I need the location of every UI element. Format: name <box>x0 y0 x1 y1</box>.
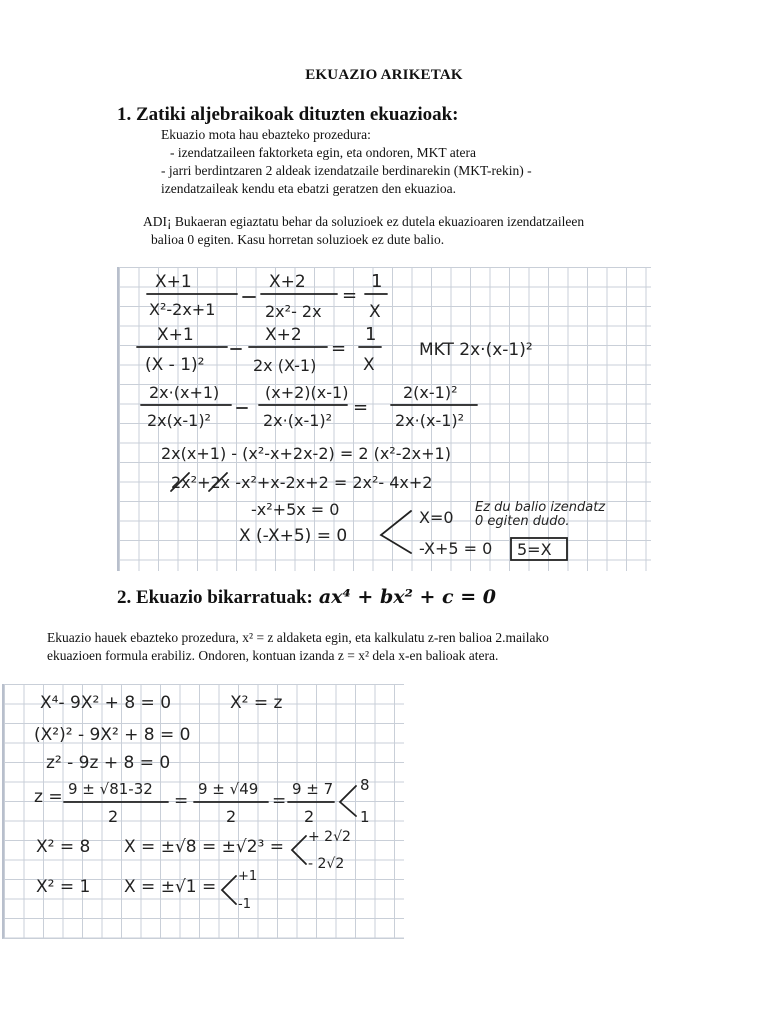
biquadratic-formula: ax⁴ + bx² + c = 0 <box>318 586 496 608</box>
procedure-line: Ekuazio mota hau ebazteko prozedura: <box>161 127 371 142</box>
hw-text: -1 <box>238 897 251 912</box>
section-2-paragraph-line: ekuazioen formula erabiliz. Ondoren, kontuan izanda z = x² dela x-en balioak atera. <box>47 648 499 663</box>
hw-note: Ez du balio izendatz <box>475 500 606 515</box>
procedure-line: izendatzaileak kendu eta ebatzi geratzen den ekuazioa. <box>161 181 456 196</box>
hw-text: 2x(x+1) - (x²-x+2x-2) = 2 (x²-2x+1) <box>161 444 451 463</box>
warning-line: balioa 0 egiten. Kasu horretan soluzioek ez dute balio. <box>151 232 445 247</box>
section-2-heading-text: 2. Ekuazio bikarratuak: <box>117 587 313 608</box>
hw-text: 1 <box>365 324 377 345</box>
hw-text: X = ±√1 = <box>124 877 217 897</box>
hw-text: X <box>363 355 375 375</box>
hw-text: 2x·(x-1)² <box>395 411 465 430</box>
hw-text: 2 <box>304 807 315 826</box>
hw-text: 2 <box>108 807 119 826</box>
procedure-line: - izendatzaileen faktorketa egin, eta ondoren, MKT atera <box>170 145 476 160</box>
warning-line: ADI¡ Bukaeran egiaztatu behar da soluzioek ez dutela ekuazioaren izendatzaileen <box>143 214 585 229</box>
hw-text: = <box>331 338 347 359</box>
hw-text: -x²+5x = 0 <box>251 500 340 519</box>
hw-text: MKT 2x·(x-1)² <box>419 340 533 360</box>
hw-text: 9 ± 7 <box>292 780 334 798</box>
hw-text: 2x²- 2x <box>265 302 322 321</box>
hw-text: = <box>272 791 287 811</box>
handwritten-solution-2 <box>4 684 404 938</box>
hw-note: 0 egiten dudo. <box>475 514 570 529</box>
hw-text: X² = z <box>230 693 283 713</box>
procedure-line: - jarri berdintzaren 2 aldeak izendatzaile berdinarekin (MKT-rekin) - <box>161 163 532 178</box>
hw-text: 1 <box>360 808 370 826</box>
section-2-paragraph-line: Ekuazio hauek ebazteko prozedura, x² = z aldaketa egin, eta kalkulatu z-ren balioa 2.mailako <box>47 630 549 645</box>
hw-text: X² = 1 <box>36 877 91 897</box>
handwritten-example-2 <box>2 684 404 939</box>
hw-text: - 2√2 <box>308 856 345 872</box>
hw-text: X+2 <box>265 325 302 345</box>
hw-text: = <box>342 285 358 306</box>
hw-text: 2x·(x-1)² <box>263 411 333 430</box>
hw-text: + 2√2 <box>308 829 351 845</box>
hw-text: X+1 <box>155 272 192 292</box>
hw-text: X (-X+5) = 0 <box>239 526 348 546</box>
hw-text: 2(x-1)² <box>403 383 458 402</box>
handwritten-example-1 <box>117 267 651 571</box>
section-1-heading: 1. Zatiki aljebraikoak dituzten ekuazioak: <box>117 104 459 125</box>
hw-text: 9 ± √49 <box>198 780 259 798</box>
hw-text: 2x(x-1)² <box>147 411 211 430</box>
hw-text: X <box>369 302 381 322</box>
hw-text: +1 <box>238 869 258 884</box>
section-2-heading <box>117 586 496 609</box>
hw-text: 8 <box>360 776 370 794</box>
hw-text: 2 <box>226 807 237 826</box>
hw-text: X² = 8 <box>36 837 91 857</box>
hw-text: = <box>174 791 189 811</box>
hw-text: X = ±√8 = ±√2³ = <box>124 837 284 857</box>
hw-text: 2x²+2x -x²+x-2x+2 = 2x²- 4x+2 <box>171 473 433 492</box>
hw-text: 2x (X-1) <box>253 356 317 375</box>
hw-text: X⁴- 9X² + 8 = 0 <box>40 693 172 713</box>
hw-text: -X+5 = 0 <box>419 539 493 558</box>
hw-text: X=0 <box>419 508 454 527</box>
hw-text: 2x·(x+1) <box>149 383 220 402</box>
hw-text: X²-2x+1 <box>149 300 216 319</box>
document-title: EKUAZIO ARIKETAK <box>305 67 463 83</box>
hw-text: (X²)² - 9X² + 8 = 0 <box>34 725 191 745</box>
hw-text: z = <box>34 787 63 807</box>
hw-text: 9 ± √81-32 <box>68 780 153 798</box>
hw-text: X+2 <box>269 272 306 292</box>
hw-text: 1 <box>371 271 383 292</box>
hw-text: z² - 9z + 8 = 0 <box>46 753 171 773</box>
hw-text: 5=X <box>517 540 552 559</box>
hw-text: (X - 1)² <box>145 355 205 375</box>
hw-text: X+1 <box>157 325 194 345</box>
handwritten-solution-1 <box>119 267 651 571</box>
hw-text: (x+2)(x-1) <box>265 383 349 402</box>
hw-text: = <box>353 397 369 418</box>
